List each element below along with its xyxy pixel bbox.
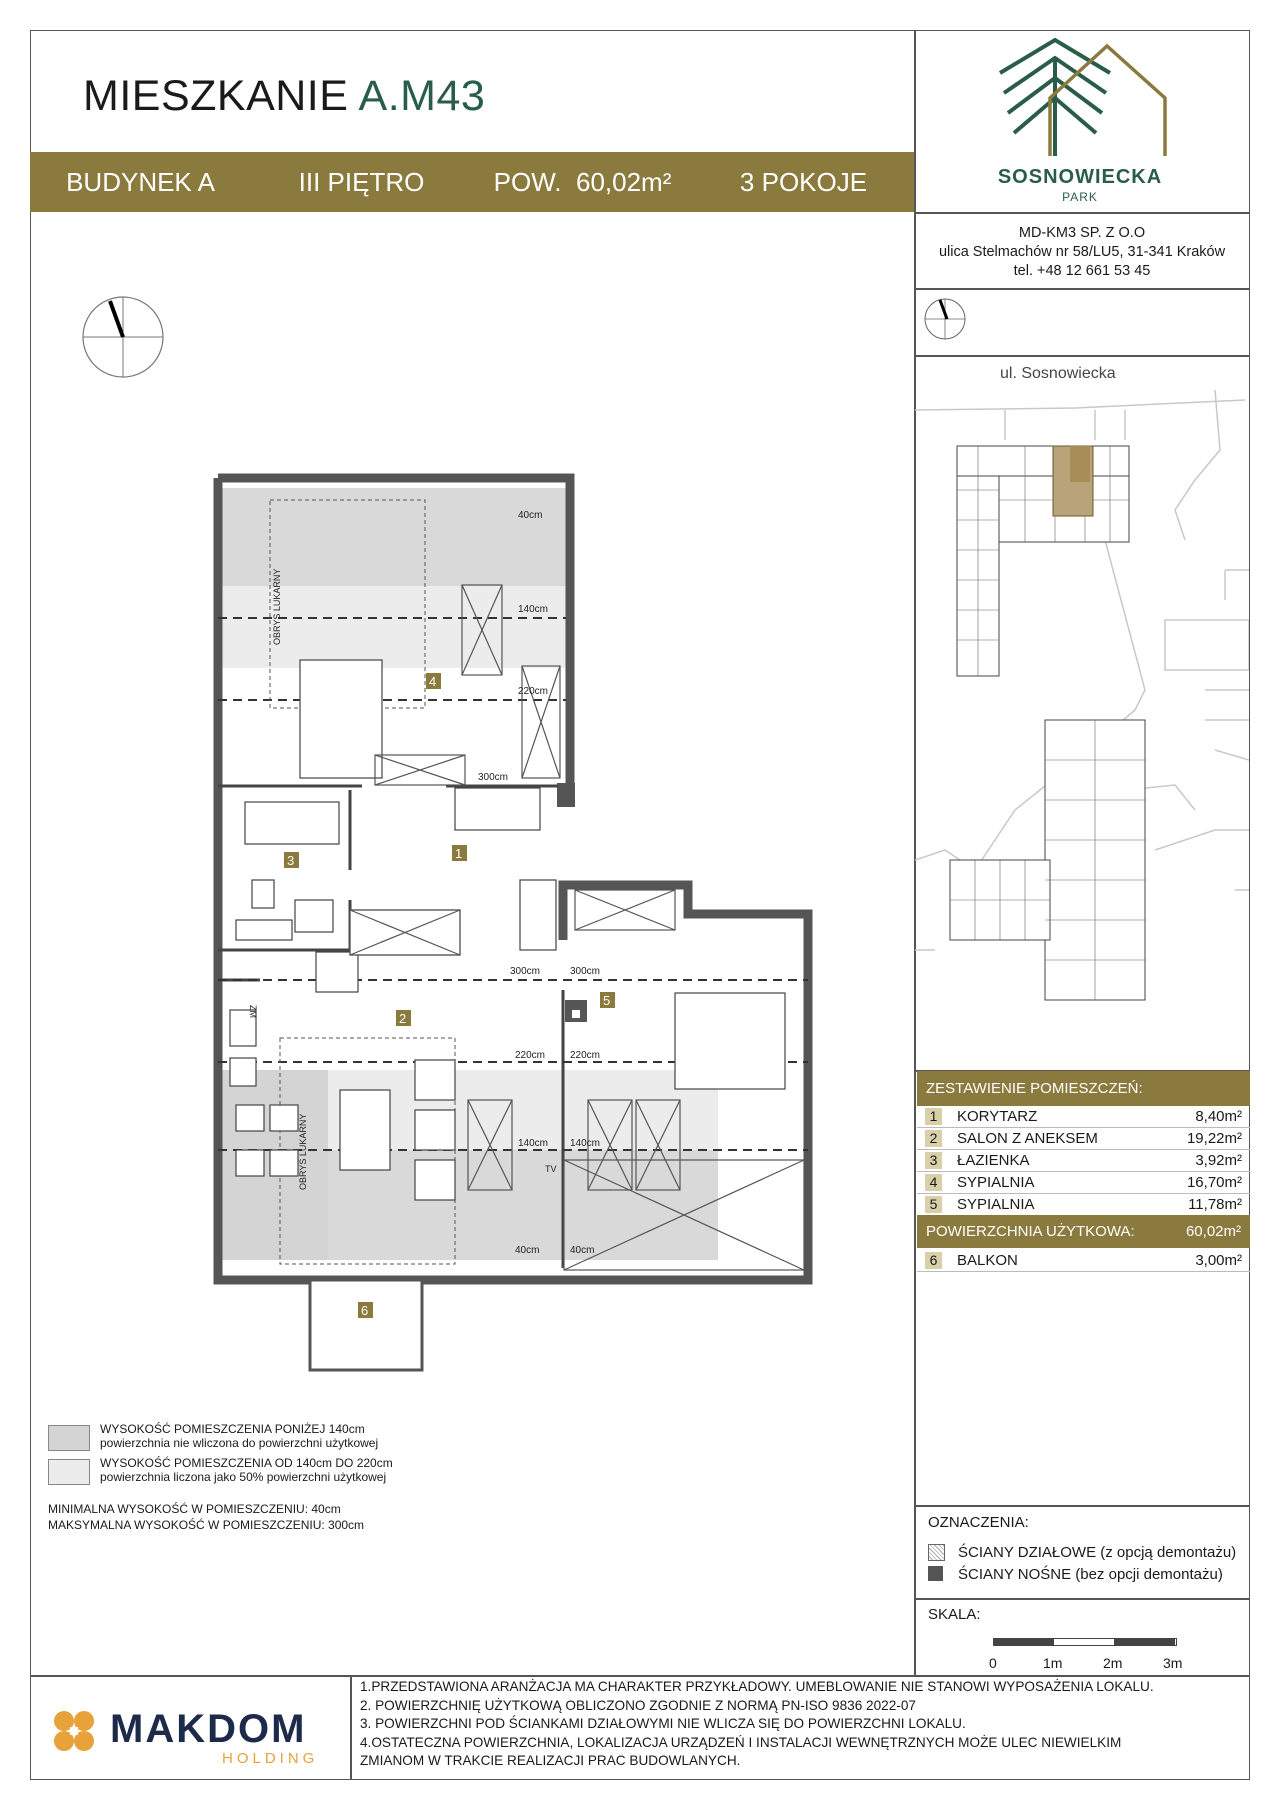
below-140-text bbox=[100, 1422, 378, 1450]
below-140-sub: powierzchnia nie wliczona do powierzchni użytkowej bbox=[100, 1436, 379, 1450]
scale-tick-0: 0 bbox=[989, 1655, 997, 1671]
row-name: SYPIALNIA bbox=[957, 1196, 1035, 1213]
row-num: 4 bbox=[925, 1174, 942, 1191]
scale-tick-1: 1m bbox=[1043, 1655, 1063, 1671]
row-num: 3 bbox=[925, 1152, 942, 1169]
pine-house-icon bbox=[990, 38, 1170, 158]
developer-sub: HOLDING bbox=[222, 1750, 319, 1767]
rooms-heading-label: ZESTAWIENIE POMIESZCZEŃ: bbox=[926, 1080, 1143, 1097]
company-name: MD-KM3 SP. Z O.O bbox=[1018, 225, 1146, 241]
room-number-4: 4 bbox=[429, 674, 437, 689]
row-num: 5 bbox=[925, 1196, 942, 1213]
divider-under-brand bbox=[914, 212, 1250, 214]
dim-label: 40cm bbox=[518, 510, 543, 521]
title-prefix: MIESZKANIE bbox=[83, 72, 349, 120]
row-name: KORYTARZ bbox=[957, 1108, 1038, 1125]
skylight-outline-label: OBRYS LUKARNY bbox=[298, 1113, 308, 1190]
legend-heading: OZNACZENIA: bbox=[928, 1514, 1029, 1531]
scale-tick-3: 3m bbox=[1163, 1655, 1183, 1671]
between-title: WYSOKOŚĆ POMIESZCZENIA OD 140cm DO 220cm bbox=[100, 1456, 393, 1470]
area-cell bbox=[472, 152, 694, 212]
min-height-text: MINIMALNA WYSOKOŚĆ W POMIESZCZENIU: 40cm bbox=[48, 1502, 341, 1516]
note-line: ZMIANOM W TRAKCIE REALIZACJI PRAC BUDOWLANYCH. bbox=[360, 1753, 741, 1768]
site-plan bbox=[915, 390, 1249, 1030]
zm-label: ZM bbox=[248, 1005, 258, 1018]
table-row bbox=[917, 1172, 1250, 1194]
title-code: A.M43 bbox=[358, 72, 486, 120]
compass-icon bbox=[78, 292, 168, 382]
site-compass bbox=[920, 294, 970, 349]
divider-above-scale bbox=[914, 1598, 1250, 1600]
table-row bbox=[917, 1128, 1250, 1150]
loadbearing-label: ŚCIANY NOŚNE (bez opcji demontażu) bbox=[958, 1566, 1223, 1583]
row-area: 19,22m² bbox=[1186, 1130, 1242, 1147]
dim-label: 220cm bbox=[570, 1050, 601, 1061]
dim-label: 140cm bbox=[518, 1138, 549, 1149]
developer-name-part2: DOM bbox=[207, 1707, 307, 1751]
compass-icon bbox=[920, 294, 970, 344]
dim-label: 140cm bbox=[518, 604, 549, 615]
company-phone: tel. +48 12 661 53 45 bbox=[1013, 263, 1151, 279]
balcony-table bbox=[917, 1250, 1250, 1272]
clover-icon bbox=[50, 1707, 98, 1755]
note-line: 2. POWIERZCHNIĘ UŻYTKOWĄ OBLICZONO ZGODNIE Z NORMĄ PN-ISO 9836 2022-07 bbox=[360, 1697, 916, 1713]
tv-label: TV bbox=[545, 1164, 557, 1174]
building-cell bbox=[30, 152, 252, 212]
dim-label: 220cm bbox=[515, 1050, 546, 1061]
brand-name: SOSNOWIECKA bbox=[997, 166, 1163, 188]
brand-logo bbox=[990, 38, 1170, 158]
row-area: 8,40m² bbox=[1195, 1108, 1242, 1125]
usable-area-label: POWIERZCHNIA UŻYTKOWA: bbox=[926, 1223, 1135, 1240]
between-140-220-text bbox=[100, 1456, 393, 1484]
row-area: 16,70m² bbox=[1186, 1174, 1242, 1191]
usable-area-row bbox=[917, 1215, 1250, 1248]
divider-above-legend bbox=[914, 1505, 1250, 1507]
table-row bbox=[917, 1194, 1250, 1216]
dim-label: 220cm bbox=[518, 686, 549, 697]
usable-area-value: 60,02m² bbox=[1185, 1223, 1241, 1240]
site-plan-drawing bbox=[915, 390, 1249, 1030]
divider-under-compass bbox=[914, 355, 1250, 357]
brand-sub: PARK bbox=[1062, 190, 1098, 204]
row-area: 11,78m² bbox=[1188, 1196, 1242, 1213]
row-area: 3,00m² bbox=[1195, 1252, 1242, 1269]
between-sub: powierzchnia liczona jako 50% powierzchni użytkowej bbox=[100, 1470, 387, 1484]
area-value: 60,02m² bbox=[575, 166, 672, 197]
company-info bbox=[914, 224, 1250, 281]
area-label: POW. bbox=[493, 166, 562, 197]
row-name: SALON Z ANEKSEM bbox=[957, 1130, 1098, 1147]
divider-above-footer bbox=[30, 1675, 1250, 1677]
room-number-1: 1 bbox=[455, 846, 463, 861]
developer-name-part1: MAK bbox=[110, 1707, 208, 1751]
building-label: BUDYNEK A bbox=[66, 166, 215, 197]
rooms-table bbox=[917, 1106, 1250, 1216]
partition-label: ŚCIANY DZIAŁOWE (z opcją demontażu) bbox=[958, 1544, 1237, 1561]
loadbearing-swatch bbox=[928, 1566, 943, 1581]
floor-cell bbox=[251, 152, 473, 212]
row-area: 3,92m² bbox=[1195, 1152, 1242, 1169]
note-line: 4.OSTATECZNA POWIERZCHNIA, LOKALIZACJA URZĄDZEŃ I INSTALACJI WEWNĘTRZNYCH MOŻE ULEC NIEWIELKIM bbox=[360, 1734, 1122, 1750]
plan-compass bbox=[78, 292, 168, 387]
footer-notes bbox=[360, 1678, 1154, 1771]
dim-label: 300cm bbox=[478, 772, 509, 783]
row-num: 1 bbox=[925, 1108, 942, 1125]
page-title bbox=[83, 72, 485, 121]
scale-tick-2: 2m bbox=[1103, 1655, 1123, 1671]
dim-label: 300cm bbox=[570, 966, 601, 977]
floor-plan-drawing bbox=[200, 460, 820, 1380]
developer-logo bbox=[50, 1707, 98, 1760]
room-number-5: 5 bbox=[603, 993, 611, 1008]
scale-label: SKALA: bbox=[928, 1606, 981, 1623]
table-row bbox=[917, 1150, 1250, 1172]
row-name: SYPIALNIA bbox=[957, 1174, 1035, 1191]
scale-bar bbox=[993, 1638, 1177, 1646]
row-num: 2 bbox=[925, 1130, 942, 1147]
site-street-label: ul. Sosnowiecka bbox=[1000, 365, 1116, 382]
dim-label: 40cm bbox=[570, 1245, 595, 1256]
row-name: BALKON bbox=[957, 1252, 1018, 1269]
partition-swatch bbox=[928, 1544, 945, 1561]
divider-under-company bbox=[914, 288, 1250, 290]
dim-label: 300cm bbox=[510, 966, 541, 977]
rooms-label: 3 POKOJE bbox=[739, 166, 868, 197]
table-row bbox=[917, 1106, 1250, 1128]
floor-plan bbox=[200, 460, 820, 1380]
note-line: 1.PRZEDSTAWIONA ARANŻACJA MA CHARAKTER PRZYKŁADOWY. UMEBLOWANIE NIE STANOWI WYPOSAŻENIA LOKALU. bbox=[360, 1679, 1154, 1694]
footer-divider bbox=[350, 1675, 352, 1780]
dim-label: 140cm bbox=[570, 1138, 601, 1149]
company-address: ulica Stelmachów nr 58/LU5, 31-341 Kraków bbox=[938, 244, 1226, 260]
below-140-swatch bbox=[48, 1425, 90, 1451]
rooms-table-heading bbox=[917, 1071, 1250, 1106]
between-140-220-swatch bbox=[48, 1459, 90, 1485]
developer-name bbox=[110, 1707, 306, 1752]
row-name: ŁAZIENKA bbox=[957, 1152, 1030, 1169]
skylight-outline-label: OBRYS LUKARNY bbox=[272, 568, 282, 645]
rooms-cell bbox=[693, 152, 914, 212]
room-number-6: 6 bbox=[361, 1303, 369, 1318]
floor-label: III PIĘTRO bbox=[298, 166, 425, 197]
note-line: 3. POWIERZCHNI POD ŚCIANKAMI DZIAŁOWYMI NIE WLICZA SIĘ DO POWIERZCHNI LOKALU. bbox=[360, 1716, 966, 1731]
room-number-2: 2 bbox=[399, 1011, 407, 1026]
table-row bbox=[917, 1250, 1250, 1272]
max-height-text: MAKSYMALNA WYSOKOŚĆ W POMIESZCZENIU: 300cm bbox=[48, 1518, 365, 1532]
room-number-3: 3 bbox=[287, 853, 295, 868]
below-140-title: WYSOKOŚĆ POMIESZCZENIA PONIŻEJ 140cm bbox=[100, 1422, 365, 1436]
row-num: 6 bbox=[925, 1252, 942, 1269]
dim-label: 40cm bbox=[515, 1245, 540, 1256]
